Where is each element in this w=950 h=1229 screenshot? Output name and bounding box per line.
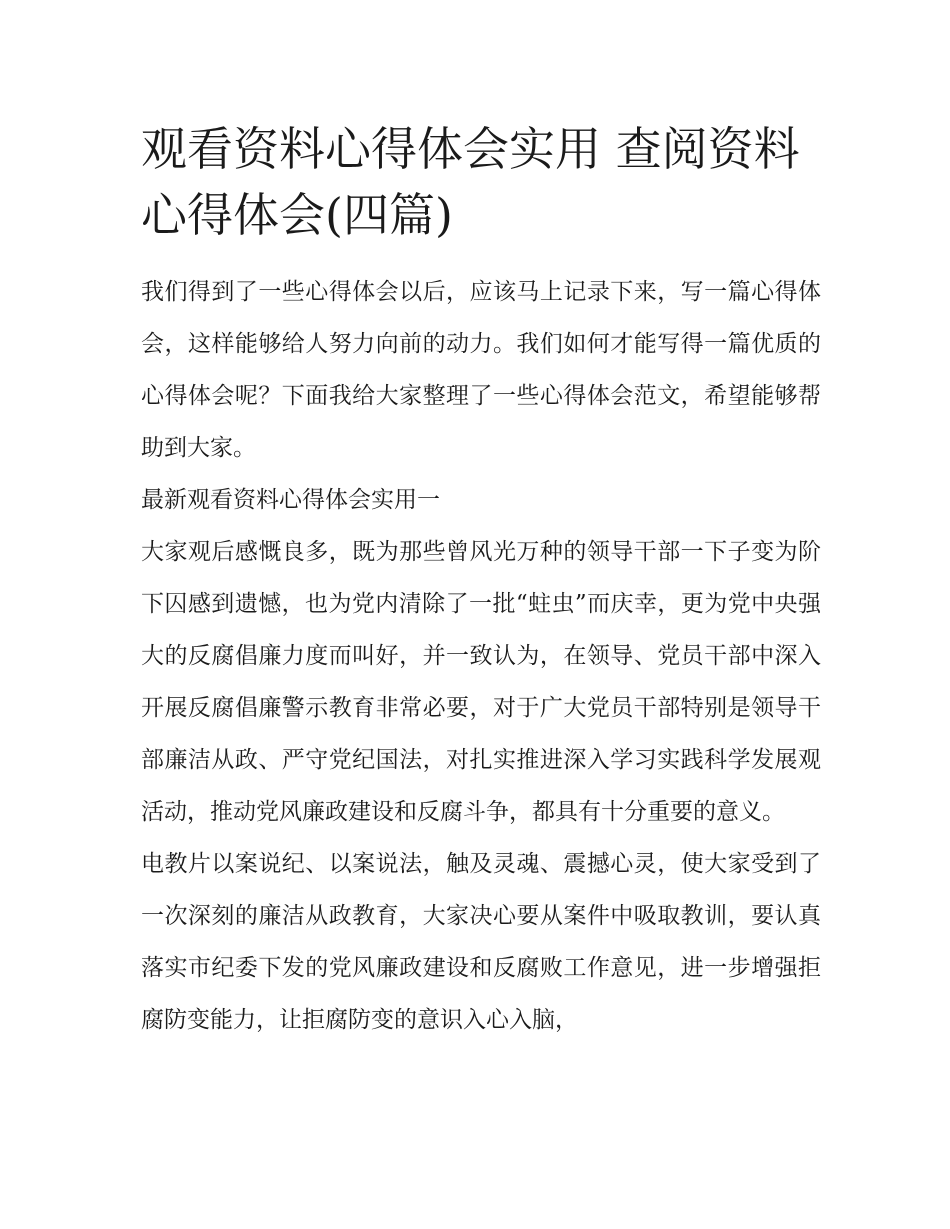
body-paragraph: 电教片以案说纪、以案说法，触及灵魂、震撼心灵，使大家受到了一次深刻的廉洁从政教育，大家决心要从案件中吸取教训，要认真落实市纪委下发的党风廉政建设和反腐败工作意见，进一步增强拒腐防变能力，让拒腐防变的意识入心入脑， bbox=[141, 851, 821, 1033]
section-heading: 最新观看资料心得体会实用一 bbox=[141, 487, 440, 513]
document-title: 观看资料心得体会实用 查阅资料心得体会(四篇) bbox=[141, 122, 800, 242]
body-paragraph: 大家观后感慨良多，既为那些曾风光万种的领导干部一下子变为阶下囚感到遗憾，也为党内清除了一批“蛀虫”而庆幸，更为党中央强大的反腐倡廉力度而叫好，并一致认为，在领导、党员干部中深入开展反腐倡廉警示教育非常必要，对于广大党员干部特别是领导干部廉洁从政、严守党纪国法，对扎实推进深入学习实践科学发展观活动，推动党风廉政建设和反腐斗争，都具有十分重要的意义。 bbox=[141, 539, 821, 825]
document-body bbox=[141, 116, 821, 1046]
intro-paragraph: 我们得到了一些心得体会以后，应该马上记录下来，写一篇心得体会，这样能够给人努力向前的动力。我们如何才能写得一篇优质的心得体会呢？下面我给大家整理了一些心得体会范文，希望能够帮助到大家。 bbox=[141, 279, 821, 461]
